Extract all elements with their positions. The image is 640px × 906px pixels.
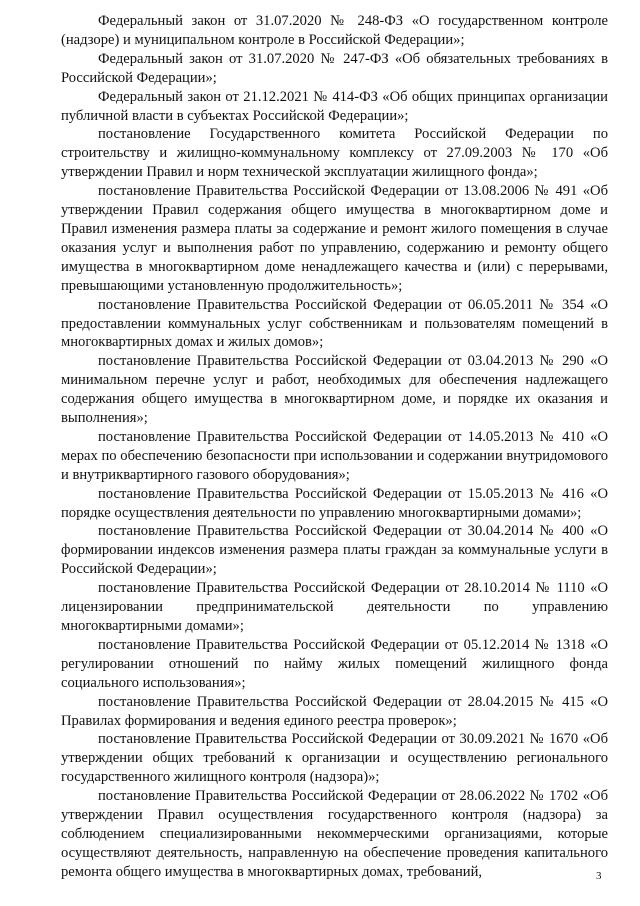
paragraph-resolution-410: постановление Правительства Российской Федерации от 14.05.2013 № 410 «О мерах по обеспечению безопасности при использовании и содержании внутридомового и внутриквартирного газового оборудования»; [61,428,608,483]
page-number: 3 [596,870,602,882]
paragraph-resolution-1670: постановление Правительства Российской Федерации от 30.09.2021 № 1670 «Об утверждении общих требований к организации и осуществлению регионального государственного жилищного контроля (надзора)»; [61,731,608,786]
paragraph-law-247: Федеральный закон от 31.07.2020 № 247-ФЗ «Об обязательных требованиях в Российской Федерации»; [61,50,608,86]
paragraph-resolution-1702: постановление Правительства Российской Федерации от 28.06.2022 № 1702 «Об утверждении Правил осуществления государственного контроля (надзора) за соблюдением специализированными некоммерческими организациями, которые осуществляют деятельность, направленную на обеспечение проведения капитального ремонта общего имущества в многоквартирных домах, требований, [61,788,608,880]
paragraph-resolution-491: постановление Правительства Российской Федерации от 13.08.2006 № 491 «Об утверждении Правил содержания общего имущества в многоквартирном доме и Правил изменения размера платы за содержание и ремонт жилого помещения в случае оказания услуг и выполнения работ по управлению, содержанию и ремонту общего имущества в многоквартирном доме ненадлежащего качества и (или) с перерывами, превышающими установленную продолжительность»; [61,183,608,294]
document-page [61,12,608,882]
paragraph-resolution-1318: постановление Правительства Российской Федерации от 05.12.2014 № 1318 «О регулировании отношений по найму жилых помещений жилищного фонда социального использования»; [61,636,608,691]
paragraph-resolution-1110: постановление Правительства Российской Федерации от 28.10.2014 № 1110 «О лицензировании предпринимательской деятельности по управлению многоквартирными домами»; [61,580,608,634]
paragraph-resolution-290: постановление Правительства Российской Федерации от 03.04.2013 № 290 «О минимальном перечне услуг и работ, необходимых для обеспечения надлежащего содержания общего имущества в многоквартирном доме, и порядке их оказания и выполнения»; [61,353,608,427]
paragraph-resolution-415: постановление Правительства Российской Федерации от 28.04.2015 № 415 «О Правилах формирования и ведения единого реестра проверок»; [61,693,608,729]
paragraph-resolution-354: постановление Правительства Российской Федерации от 06.05.2011 № 354 «О предоставлении коммунальных услуг собственникам и пользователям помещений в многоквартирных домах и жилых домов»; [61,296,608,351]
paragraph-law-414: Федеральный закон от 21.12.2021 № 414-ФЗ «Об общих принципах организации публичной власти в субъектах Российской Федерации»; [61,88,608,124]
paragraph-resolution-400: постановление Правительства Российской Федерации от 30.04.2014 № 400 «О формировании индексов изменения размера платы граждан за коммунальные услуги в Российской Федерации»; [61,523,608,578]
paragraph-resolution-170: постановление Государственного комитета Российской Федерации по строительству и жилищно-коммунальному комплексу от 27.09.2003 № 170 «Об утверждении Правил и норм технической эксплуатации жилищного фонда»; [61,126,608,181]
paragraph-law-248: Федеральный закон от 31.07.2020 № 248-ФЗ «О государственном контроле (надзоре) и муниципальном контроле в Российской Федерации»; [61,13,608,48]
paragraph-resolution-416: постановление Правительства Российской Федерации от 15.05.2013 № 416 «О порядке осуществления деятельности по управлению многоквартирными домами»; [61,485,608,521]
